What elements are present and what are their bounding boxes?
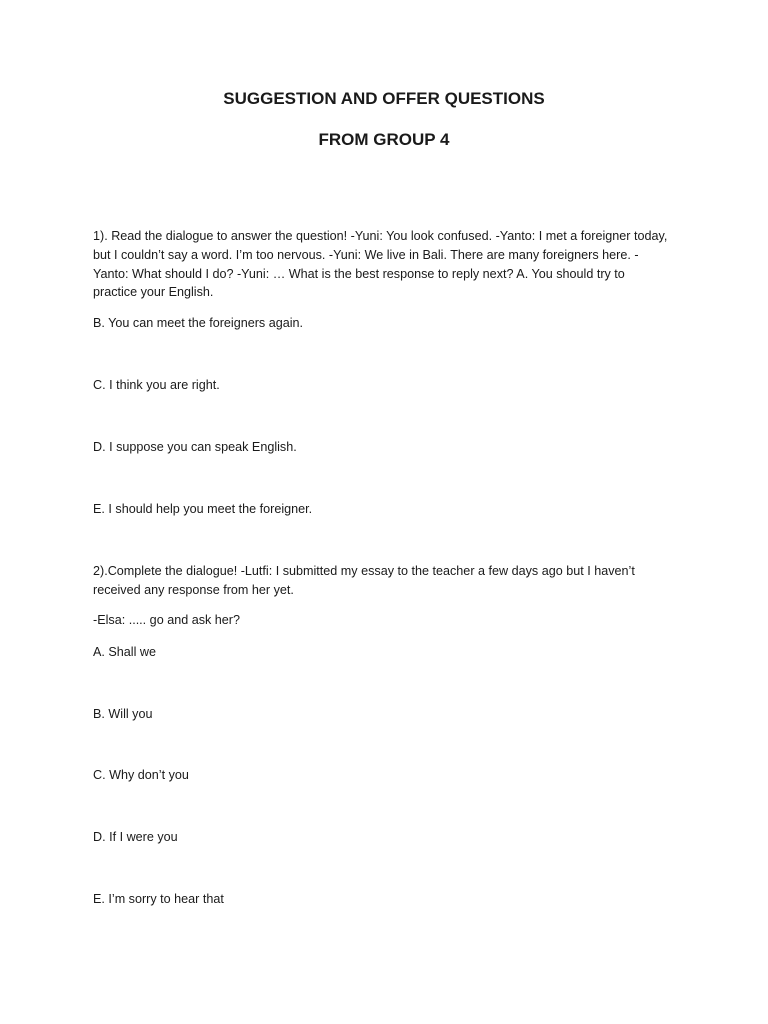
document-title: SUGGESTION AND OFFER QUESTIONS	[223, 89, 545, 108]
document-subtitle: FROM GROUP 4	[318, 130, 450, 149]
question-1-option-d: D. I suppose you can speak English.	[93, 440, 297, 454]
question-1-option-e: E. I should help you meet the foreigner.	[93, 502, 313, 516]
question-1-stem: 1). Read the dialogue to answer the question! -Yuni: You look confused. -Yanto: I met a foreigner today, but I couldn’t say a word. I’m too nervous. -Yuni: We live in Bali. There are many foreigners here. -Yanto: What should I do? -Yuni: … What is the best response to reply next? A. You should try to practice your English.	[93, 229, 668, 300]
question-2-option-a: A. Shall we	[93, 645, 156, 659]
question-2-option-c: C. Why don’t you	[93, 768, 189, 782]
question-1-option-c: C. I think you are right.	[93, 378, 220, 392]
question-2-stem-continued: -Elsa: ..... go and ask her?	[93, 613, 241, 627]
question-2-option-e: E. I’m sorry to hear that	[93, 892, 224, 906]
question-2-option-b: B. Will you	[93, 707, 153, 721]
question-1-option-b: B. You can meet the foreigners again.	[93, 316, 304, 330]
question-2-stem: 2).Complete the dialogue! -Lutfi: I submitted my essay to the teacher a few days ago but I haven’t received any response from her yet.	[93, 564, 635, 597]
question-2-option-d: D. If I were you	[93, 830, 178, 844]
